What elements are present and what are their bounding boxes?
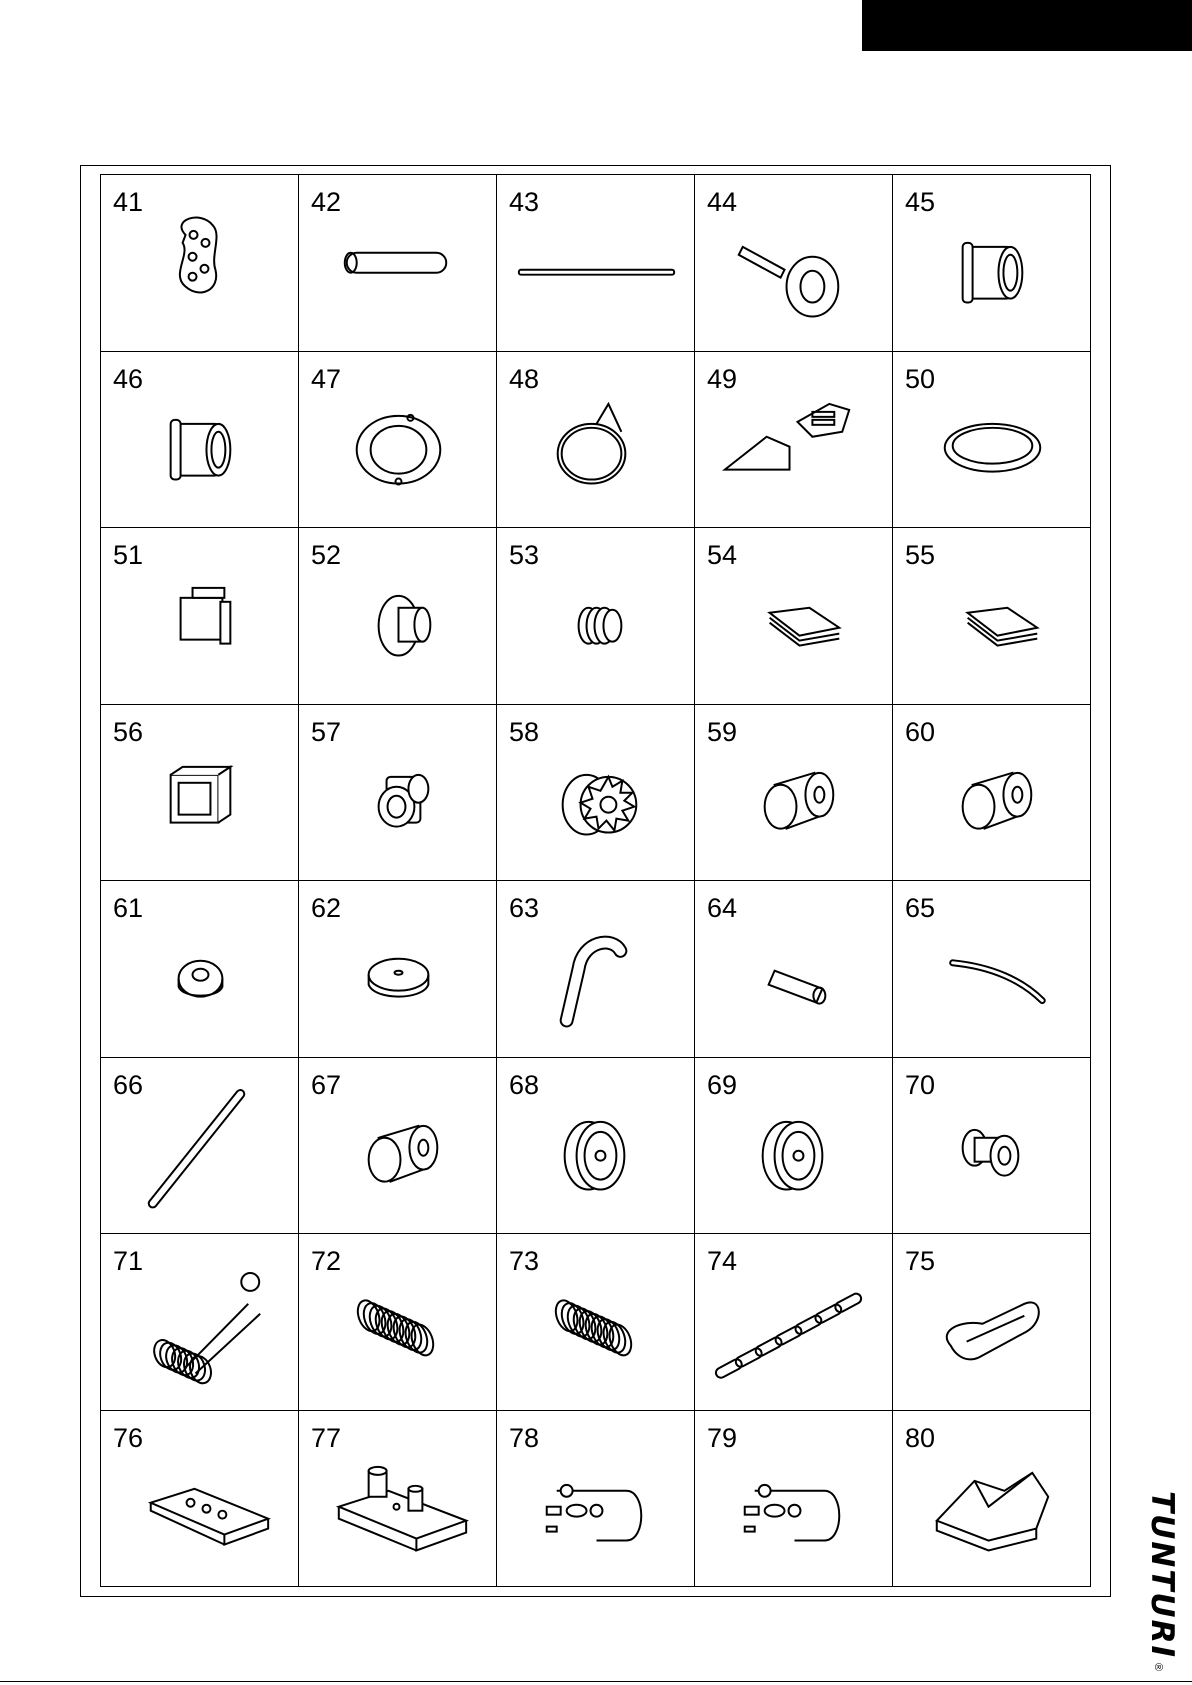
part-cell-79 (695, 1411, 893, 1588)
part-number: 53 (509, 540, 540, 570)
part-number: 74 (707, 1246, 738, 1276)
part-number: 61 (113, 893, 144, 923)
tube-icon (299, 175, 496, 351)
part-number: 69 (707, 1069, 738, 1100)
cover-icon (893, 1411, 1090, 1587)
square-plug-icon (101, 528, 298, 704)
part-cell-74 (695, 1234, 893, 1411)
rod-icon (497, 175, 694, 351)
part-number: 64 (707, 893, 738, 923)
part-number: 46 (113, 363, 144, 394)
bottom-rule (0, 1681, 1192, 1682)
cable-icon (893, 881, 1090, 1057)
part-number: 42 (311, 187, 342, 217)
part-cell-46 (101, 352, 299, 529)
spring-icon (299, 1234, 496, 1410)
part-cell-45 (893, 175, 1091, 352)
part-number: 44 (707, 187, 738, 217)
part-number: 76 (113, 1422, 144, 1453)
part-number: 79 (707, 1422, 738, 1453)
rectangular-plug-icon (695, 528, 892, 704)
part-cell-55 (893, 528, 1091, 705)
parts-grid (100, 174, 1091, 1587)
part-number: 50 (905, 363, 936, 394)
part-number: 80 (905, 1422, 936, 1453)
part-cell-64 (695, 881, 893, 1058)
part-number: 51 (113, 540, 144, 570)
part-cell-73 (497, 1234, 695, 1411)
part-cell-58 (497, 705, 695, 882)
part-cell-57 (299, 705, 497, 882)
part-number: 68 (509, 1069, 540, 1100)
part-cell-43 (497, 175, 695, 352)
eye-bolt-icon (695, 175, 892, 351)
sleeve-icon (695, 881, 892, 1057)
part-number: 45 (905, 187, 936, 217)
part-number: 41 (113, 187, 144, 217)
curved-tube-icon (497, 881, 694, 1057)
part-number: 66 (113, 1069, 144, 1100)
plate-icon (101, 175, 298, 351)
part-number: 48 (509, 363, 540, 394)
part-cell-69 (695, 1058, 893, 1235)
part-number: 75 (905, 1246, 936, 1276)
part-cell-77 (299, 1411, 497, 1588)
carabiner-icon (893, 1234, 1090, 1410)
cable-assembly-icon (695, 1411, 892, 1587)
wedge-blocks-icon (695, 352, 892, 528)
part-number: 70 (905, 1069, 936, 1100)
roller-icon (299, 1058, 496, 1234)
part-number: 73 (509, 1246, 540, 1276)
part-number: 59 (707, 716, 738, 747)
part-cell-63 (497, 881, 695, 1058)
spring-pin-icon (101, 1234, 298, 1410)
chain-icon (695, 1234, 892, 1410)
part-number: 47 (311, 363, 342, 394)
part-cell-56 (101, 705, 299, 882)
part-cell-62 (299, 881, 497, 1058)
part-cell-54 (695, 528, 893, 705)
spring-icon (497, 1234, 694, 1410)
part-cell-61 (101, 881, 299, 1058)
brand-logo: TUNTURI (1144, 1491, 1180, 1659)
part-cell-75 (893, 1234, 1091, 1411)
gear-icon (497, 705, 694, 881)
part-cell-47 (299, 352, 497, 529)
part-cell-76 (101, 1411, 299, 1588)
part-cell-78 (497, 1411, 695, 1588)
part-cell-50 (893, 352, 1091, 529)
spool-icon (893, 1058, 1090, 1234)
roller-icon (695, 705, 892, 881)
flanged-bushing-icon (893, 175, 1090, 351)
part-number: 62 (311, 893, 342, 923)
part-number: 67 (311, 1069, 342, 1100)
brand-block (1130, 1475, 1192, 1675)
bushing-icon (299, 705, 496, 881)
flat-plate-icon (101, 1411, 298, 1587)
part-number: 55 (905, 540, 936, 570)
part-number: 71 (113, 1246, 144, 1276)
part-cell-65 (893, 881, 1091, 1058)
part-number: 49 (707, 363, 738, 394)
part-number: 60 (905, 716, 936, 747)
washer-icon (101, 881, 298, 1057)
part-cell-53 (497, 528, 695, 705)
part-number: 54 (707, 540, 738, 570)
part-cell-44 (695, 175, 893, 352)
bracket-box-icon (101, 705, 298, 881)
part-number: 65 (905, 893, 936, 923)
part-number: 43 (509, 187, 540, 217)
part-number: 57 (311, 716, 342, 747)
part-number: 77 (311, 1422, 342, 1453)
pulley-icon (497, 1058, 694, 1234)
cable-assembly-icon (497, 1411, 694, 1587)
part-number: 56 (113, 716, 144, 747)
part-cell-59 (695, 705, 893, 882)
flanged-bushing-icon (101, 352, 298, 528)
part-cell-60 (893, 705, 1091, 882)
part-cell-72 (299, 1234, 497, 1411)
ring-icon (299, 352, 496, 528)
registered-mark: ® (1152, 1662, 1165, 1672)
corner-tab (862, 0, 1192, 51)
part-number: 63 (509, 893, 540, 923)
part-number: 58 (509, 716, 540, 747)
part-cell-80 (893, 1411, 1091, 1588)
seal-ring-icon (893, 352, 1090, 528)
part-cell-70 (893, 1058, 1091, 1235)
mount-plate-icon (299, 1411, 496, 1587)
ribbed-plug-icon (497, 528, 694, 704)
part-cell-42 (299, 175, 497, 352)
part-cell-68 (497, 1058, 695, 1235)
pulley-icon (695, 1058, 892, 1234)
part-cell-41 (101, 175, 299, 352)
part-cell-51 (101, 528, 299, 705)
part-number: 72 (311, 1246, 342, 1276)
knob-icon (299, 528, 496, 704)
bar-icon (101, 1058, 298, 1234)
part-cell-67 (299, 1058, 497, 1235)
pad-icon (299, 881, 496, 1057)
rectangular-plug-icon (893, 528, 1090, 704)
part-cell-52 (299, 528, 497, 705)
part-number: 78 (509, 1422, 540, 1453)
belt-icon (497, 352, 694, 528)
part-cell-66 (101, 1058, 299, 1235)
part-number: 52 (311, 540, 342, 570)
part-cell-71 (101, 1234, 299, 1411)
part-cell-49 (695, 352, 893, 529)
roller-icon (893, 705, 1090, 881)
part-cell-48 (497, 352, 695, 529)
